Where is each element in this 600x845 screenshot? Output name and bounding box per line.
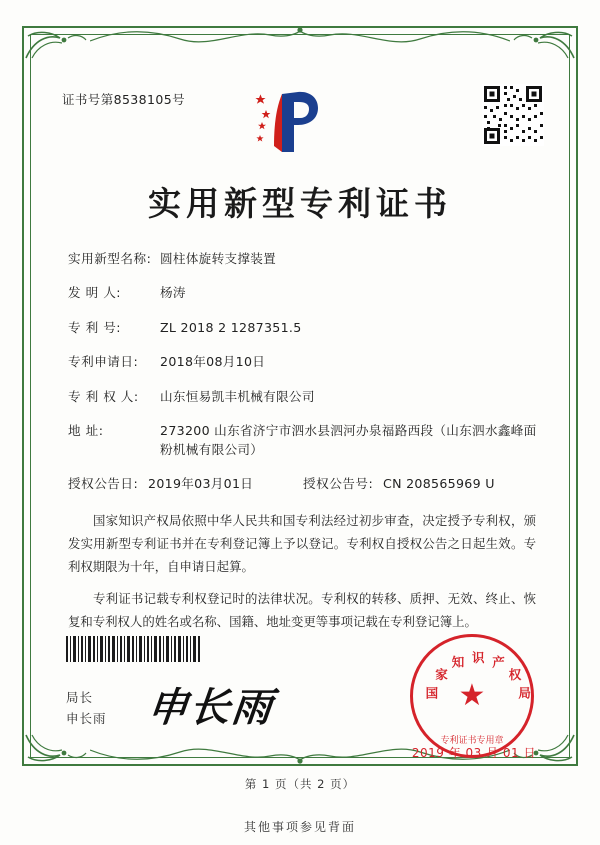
field-application-date bbox=[68, 353, 538, 372]
paragraph: 专利证书记载专利权登记时的法律状况。专利权的转移、质押、无效、终止、恢复和专利权人的姓名或名称、国籍、地址变更等事项记载在专利登记簿上。 bbox=[68, 590, 536, 629]
field-label: 授权公告号: bbox=[303, 476, 374, 492]
seal-bottom-text: 专利证书专用章 bbox=[440, 736, 504, 746]
certificate-number: 证书号第8538105号 bbox=[62, 92, 185, 107]
field-value: 2018年08月10日 bbox=[160, 354, 266, 370]
field-grant-row bbox=[68, 475, 538, 494]
field-grant-number bbox=[303, 475, 538, 494]
legal-text bbox=[68, 510, 536, 643]
field-value: 273200 山东省济宁市泗水县泗河办泉福路西段（山东泗水鑫峰面粉机械有限公司） bbox=[160, 422, 537, 457]
field-value: CN 208565969 U bbox=[383, 476, 495, 492]
field-label: 专 利 号: bbox=[68, 319, 122, 335]
field-patentee bbox=[68, 388, 538, 407]
field-list bbox=[68, 250, 538, 510]
back-side-note: 其他事项参见背面 bbox=[243, 820, 356, 834]
corner-ornament-icon bbox=[24, 731, 88, 765]
field-value: 杨涛 bbox=[160, 285, 186, 301]
field-label: 专 利 权 人: bbox=[68, 388, 139, 404]
field-utility-model-name bbox=[68, 250, 538, 269]
field-inventor bbox=[68, 284, 538, 303]
field-label: 授权公告日: bbox=[68, 476, 139, 492]
page-title: 实用新型专利证书 bbox=[148, 184, 452, 223]
qr-code-icon bbox=[482, 84, 544, 146]
field-value: 圆柱体旋转支撑装置 bbox=[160, 251, 277, 266]
field-grant-date bbox=[68, 475, 303, 494]
corner-ornament-icon bbox=[24, 28, 88, 62]
field-label: 专利申请日: bbox=[68, 354, 139, 370]
field-value: 山东恒易凯丰机械有限公司 bbox=[160, 388, 315, 404]
official-seal: ★ 国 家 知 识 产 权 局 专利证书专用章 bbox=[410, 634, 534, 758]
seal-star-icon: ★ bbox=[458, 678, 486, 713]
field-label: 地 址: bbox=[68, 422, 104, 438]
cnipa-logo-icon bbox=[252, 86, 336, 160]
paragraph: 国家知识产权局依照中华人民共和国专利法经过初步审查，决定授予专利权，颁发实用新型专利证书并在专利登记簿上予以登记。专利权自授权公告之日起生效。专利权期限为十年，自申请日起算。 bbox=[68, 513, 536, 574]
field-label: 实用新型名称: bbox=[68, 251, 152, 266]
barcode-icon bbox=[66, 636, 201, 662]
field-address bbox=[68, 422, 538, 460]
top-edge-ornament-icon bbox=[90, 25, 510, 45]
field-label: 发 明 人: bbox=[68, 285, 122, 301]
field-patent-number bbox=[68, 319, 538, 338]
corner-ornament-icon bbox=[512, 28, 576, 62]
handwritten-signature: 申长雨 bbox=[145, 684, 277, 731]
director-title: 局长 bbox=[66, 690, 94, 705]
field-value: ZL 2018 2 1287351.5 bbox=[160, 319, 302, 335]
field-value: 2019年03月01日 bbox=[148, 476, 254, 492]
director-name: 申长雨 bbox=[66, 710, 107, 726]
page-number: 第 1 页（共 2 页） bbox=[244, 777, 356, 791]
signature-block bbox=[66, 688, 107, 729]
seal-date: 2019 年 03 月 01 日 bbox=[411, 746, 536, 760]
